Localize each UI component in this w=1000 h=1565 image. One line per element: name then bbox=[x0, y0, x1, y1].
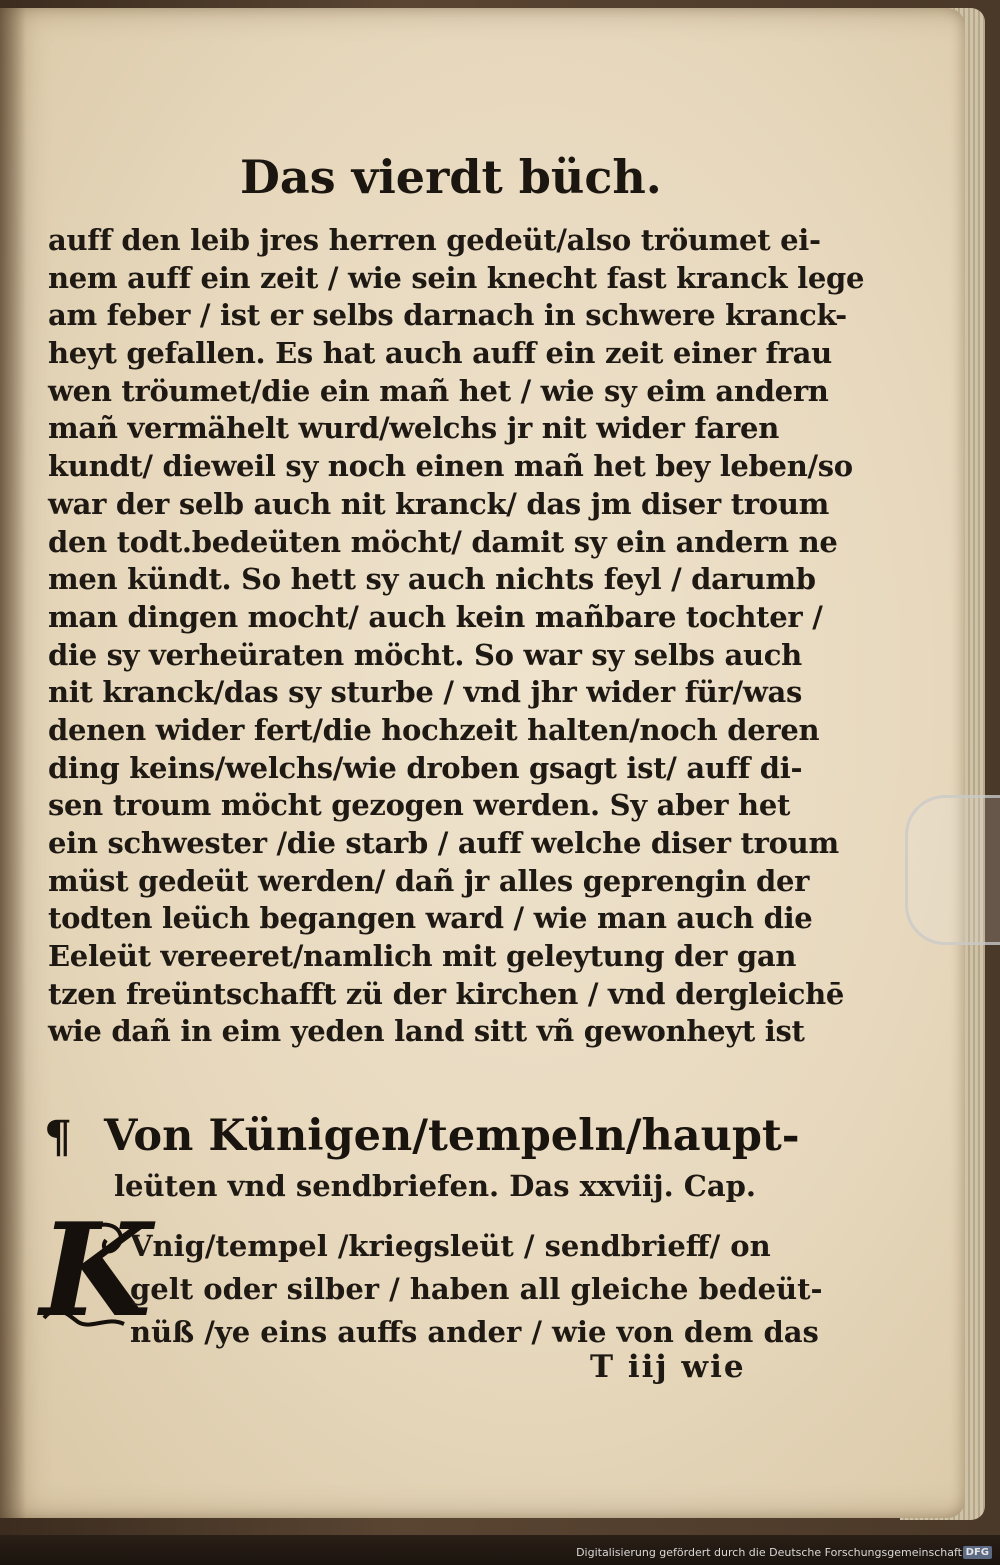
chapter-title-line-2: leüten vnd sendbriefen. Das xxviij. Cap. bbox=[114, 1169, 757, 1203]
body-text bbox=[48, 222, 865, 1051]
text-line: ein schwester /die starb / auff welche diser troum bbox=[48, 826, 839, 860]
text-line: denen wider fert/die hochzeit halten/noch deren bbox=[48, 712, 820, 747]
text-line: gelt oder silber / haben all gleiche bedeüt- bbox=[130, 1272, 823, 1306]
text-line: den todt.bedeüten möcht/ damit sy ein andern ne bbox=[48, 524, 838, 559]
text-line: die sy verheüraten möcht. So war sy selbs auch bbox=[48, 637, 802, 672]
text-line: war der selb auch nit kranck/ das jm diser troum bbox=[48, 486, 829, 521]
text-line: tzen freüntschafft zü der kirchen / vnd dergleichē bbox=[48, 976, 845, 1011]
page-clip-holder bbox=[905, 795, 1000, 945]
spine-shadow bbox=[0, 8, 26, 1518]
text-line: heyt gefallen. Es hat auch auff ein zeit einer frau bbox=[48, 336, 832, 371]
footer-credit: Digitalisierung gefördert durch die Deutsche Forschungsgemeinschaft bbox=[576, 1546, 962, 1559]
text-line: nüß /ye eins auffs ander / wie von dem das bbox=[130, 1315, 819, 1349]
decorated-initial: K bbox=[40, 1196, 152, 1346]
text-line: kundt/ dieweil sy noch einen mañ het bey leben/so bbox=[48, 449, 853, 484]
chapter-title-line-1: Von Künigen/tempeln/haupt- bbox=[104, 1111, 800, 1161]
text-line: am feber / ist er selbs darnach in schwere kranck- bbox=[48, 298, 847, 333]
text-line: men kündt. So hett sy auch nichts feyl / darumb bbox=[48, 562, 816, 597]
pilcrow-mark: ¶ bbox=[44, 1112, 72, 1163]
text-line: mañ vermähelt wurd/welchs jr nit wider faren bbox=[48, 411, 779, 446]
text-line: auff den leib jres herren gedeüt/also tröumet ei- bbox=[48, 223, 821, 257]
chapter-text bbox=[130, 1225, 823, 1354]
text-line: Vnig/tempel /kriegsleüt / sendbrieff/ on bbox=[130, 1229, 771, 1263]
signature-catchword: T iij wie bbox=[590, 1349, 746, 1385]
text-line: todten leüch begangen ward / wie man auch die bbox=[48, 901, 813, 936]
text-line: nem auff ein zeit / wie sein knecht fast kranck lege bbox=[48, 260, 865, 295]
text-line: müst gedeüt werden/ dañ jr alles geprengin der bbox=[48, 863, 810, 898]
text-line: man dingen mocht/ auch kein mañbare tochter / bbox=[48, 599, 823, 634]
text-line: wie dañ in eim yeden land sitt vñ gewonheyt ist bbox=[48, 1014, 805, 1049]
text-line: wen tröumet/die ein mañ het / wie sy eim andern bbox=[48, 373, 829, 408]
running-head: Das vierdt büch. bbox=[240, 150, 662, 204]
text-line: nit kranck/das sy sturbe / vnd jhr wider für/was bbox=[48, 675, 803, 710]
text-line: Eeleüt vereeret/namlich mit geleytung der gan bbox=[48, 939, 797, 974]
dfg-logo: DFG bbox=[963, 1546, 992, 1559]
text-line: ding keins/welchs/wie droben gsagt ist/ auff di- bbox=[48, 750, 803, 785]
text-line: sen troum möcht gezogen werden. Sy aber het bbox=[48, 788, 791, 823]
footer-bar bbox=[0, 1535, 1000, 1565]
